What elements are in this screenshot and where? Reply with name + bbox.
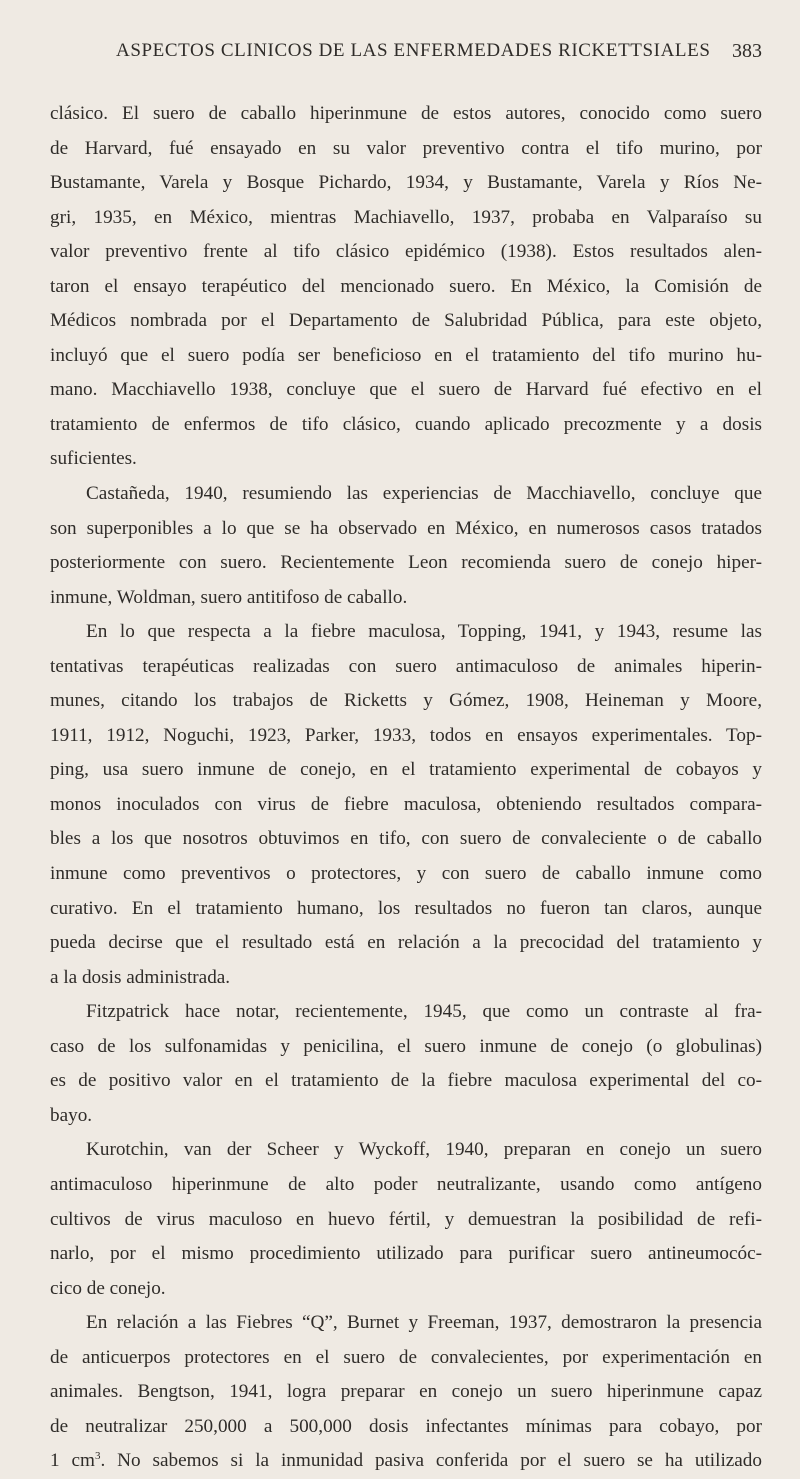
text-line: de neutralizar 250,000 a 500,000 dosis infectantes mínimas para cobayo, por [50,1415,762,1437]
text-line: ping, usa suero inmune de conejo, en el tratamiento experimental de cobayos y [50,759,762,781]
text-line: taron el ensayo terapéutico del mencionado suero. En México, la Comisión de [50,275,762,297]
text-line: bles a los que nosotros obtuvimos en tifo, con suero de convaleciente o de caballo [50,828,762,850]
text-line: caso de los sulfonamidas y penicilina, el suero inmune de conejo (o globulinas) [50,1035,762,1057]
page-number: 383 [732,40,762,62]
text-line: incluyó que el suero podía ser beneficioso en el tratamiento del tifo murino hu- [50,344,762,366]
text-line: 1911, 1912, Noguchi, 1923, Parker, 1933, todos en ensayos experimentales. Top- [50,724,762,746]
paragraph-first-line: Fitzpatrick hace notar, recientemente, 1945, que como un contraste al fra- [86,1001,762,1023]
paragraph-first-line: Castañeda, 1940, resumiendo las experiencias de Macchiavello, concluye que [86,483,762,505]
final-line-tail: . No sabemos si la inmunidad pasiva conferida por el suero se ha utilizado [100,1450,762,1472]
final-line-start: 1 cm [50,1450,95,1472]
cubic-superscript: 3 [94,1450,101,1463]
text-line: curativo. En el tratamiento humano, los resultados no fueron tan claros, aunque [50,897,762,919]
text-line: Médicos nombrada por el Departamento de Salubridad Pública, para este objeto, [50,310,762,332]
text-line: cultivos de virus maculoso en huevo fértil, y demuestran la posibilidad de refi- [50,1208,762,1230]
text-line: Bustamante, Varela y Bosque Pichardo, 1934, y Bustamante, Varela y Ríos Ne- [50,172,762,194]
text-line: clásico. El suero de caballo hiperinmune de estos autores, conocido como suero [50,103,762,124]
text-line: es de positivo valor en el tratamiento de la fiebre maculosa experimental del co- [50,1070,762,1092]
text-line: inmune, Woldman, suero antitifoso de caballo. [50,586,408,608]
body-text [50,97,762,1479]
text-line: valor preventivo frente al tifo clásico epidémico (1938). Estos resultados alen- [50,241,762,263]
text-line: tratamiento de enfermos de tifo clásico, cuando aplicado precozmente y a dosis [50,413,762,435]
text-line: tentativas terapéuticas realizadas con suero antimaculoso de animales hiperin- [50,655,762,677]
text-line: son superponibles a lo que se ha observado en México, en numerosos casos tratados [50,517,762,539]
text-line: mano. Macchiavello 1938, concluye que el suero de Harvard fué efectivo en el [50,379,762,401]
text-line: inmune como preventivos o protectores, y con suero de caballo inmune como [50,863,762,885]
text-line: animales. Bengtson, 1941, logra preparar en conejo un suero hiperinmune capaz [50,1381,762,1403]
text-line: de Harvard, fué ensayado en su valor preventivo contra el tifo murino, por [50,137,762,159]
text-line: gri, 1935, en México, mientras Machiavello, 1937, probaba en Valparaíso su [50,206,762,228]
text-line: suficientes. [50,448,137,470]
text-line: a la dosis administrada. [50,966,231,988]
paragraph-first-line: En lo que respecta a la fiebre maculosa, Topping, 1941, y 1943, resume las [86,621,762,643]
text-line: cico de conejo. [50,1277,166,1299]
text-line: pueda decirse que el resultado está en relación a la precocidad del tratamiento y [50,932,762,954]
text-line: bayo. [50,1104,93,1126]
paragraph-first-line: En relación a las Fiebres “Q”, Burnet y Freeman, 1937, demostraron la presencia [86,1312,762,1334]
running-title: ASPECTOS CLINICOS DE LAS ENFERMEDADES RICKETTSIALES [116,40,711,61]
paragraph-first-line: Kurotchin, van der Scheer y Wyckoff, 1940, preparan en conejo un suero [86,1139,762,1161]
running-head [116,40,762,70]
text-line: munes, citando los trabajos de Ricketts y Gómez, 1908, Heineman y Moore, [50,690,762,712]
text-line: de anticuerpos protectores en el suero de convalecientes, por experimentación en [50,1346,762,1368]
text-line: posteriormente con suero. Recientemente Leon recomienda suero de conejo hiper- [50,552,762,574]
text-line: narlo, por el mismo procedimiento utilizado para purificar suero antineumocóc- [50,1243,762,1265]
final-text-line [50,1444,762,1479]
text-line: antimaculoso hiperinmune de alto poder neutralizante, usando como antígeno [50,1173,762,1195]
text-line: monos inoculados con virus de fiebre maculosa, obteniendo resultados compara- [50,793,762,815]
